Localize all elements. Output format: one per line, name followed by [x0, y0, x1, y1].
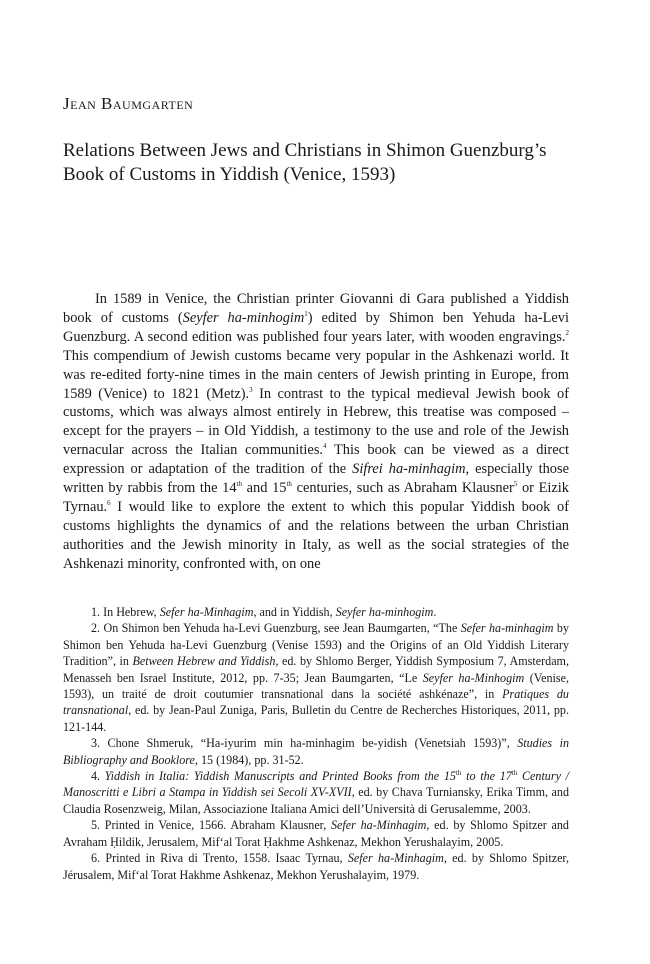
text-run: , ed. by Shlomo Berger, Yiddish Symposium 7, Amsterdam, Menasseh ben Israel Institute, 2012, pp. 7-35; Jean Baumgarten, “Le	[63, 654, 569, 685]
italic-text: Sifrei ha-minhagim	[352, 461, 466, 478]
italic-text: Seyfer ha-minhogim	[335, 605, 434, 619]
text-run: 4.	[91, 769, 105, 784]
text-run: This book can be viewed as a direct expression or adaptation of the tradition of the	[63, 442, 569, 478]
text-run: This compendium of Jewish customs became very popular in the Ashkenazi world. It was re-edited forty-nine times in the main centers of Jewish printing in Europe, from 1589 (Venice) to 1821 (Metz).	[63, 347, 569, 402]
footnote-ref-6[interactable]: 6	[107, 499, 111, 508]
text-run: centuries, such as Abraham Klausner	[291, 480, 514, 497]
body-text	[63, 290, 569, 574]
italic-text: Studies in Bibliography and Booklore	[63, 736, 569, 767]
text-run: .	[433, 605, 437, 619]
author-name: Jean Baumgarten	[63, 94, 194, 113]
text-run: In contrast to the typical medieval Jewish book of customs, which was always almost entirely in Hebrew, this treatise was composed – except for the prayers – in Old Yiddish, a testimony to the use and role of the Jewish vernacular across the Italian communities.	[63, 385, 569, 459]
italic-text: Seyfer ha-Minhogim	[422, 670, 525, 685]
text-run: In 1589 in Venice, the Christian printer Giovanni di Gara published a Yiddish book of customs (	[63, 291, 569, 326]
text-run: 1. In Hebrew,	[91, 605, 160, 619]
text-run: 2. On Shimon ben Yehuda ha-Levi Guenzburg, see Jean Baumgarten, “The	[91, 621, 461, 636]
italic-text: Sefer ha-Minhagim	[347, 851, 444, 866]
footnote-ref-5[interactable]: 5	[513, 480, 518, 489]
text-run: (Venise, 1593), un traité de droit coutumier transnational dans la société ashkénaze”, in	[63, 670, 570, 702]
italic-text: Sefer ha-Minhagim	[159, 605, 254, 619]
italic-text: to the 17	[461, 769, 512, 784]
footnote-ref-4[interactable]: 4	[323, 442, 327, 451]
text-run: , ed. by Shlomo Spitzer and Avraham Ḥildik, Jerusalem, Mif‘al Torat Ḥakhme Ashkenaz, Mekhon Yerushalayim, 2005.	[63, 818, 569, 849]
text-run: 5. Printed in Venice, 1566. Abraham Klausner,	[91, 818, 331, 833]
italic-text: Century / Manoscritti e Libri a Stampa in Yiddish sei Secoli XV-XVII	[63, 769, 569, 800]
italic-text: Yiddish in Italia: Yiddish Manuscripts and Printed Books from the 15	[104, 769, 456, 784]
footnote-3	[63, 735, 569, 768]
text-run: or Eizik Tyrnau.	[63, 480, 569, 515]
italic-text: Between Hebrew and Yiddish	[132, 654, 276, 669]
text-run: , ed. by Shlomo Spitzer, Jérusalem, Mif‘al Torat Hakhme Ashkenaz, Mekhon Yerushalayim, 1979.	[63, 851, 570, 882]
footnote-ref-3[interactable]: 3	[249, 385, 253, 394]
text-run: ) edited by Shimon ben Yehuda ha-Levi Guenzburg. A second edition was published four years later, with wooden engravings.	[63, 309, 569, 345]
ordinal-suffix: th	[286, 480, 292, 489]
body-paragraph	[63, 290, 569, 574]
text-run: 3. Chone Shmeruk, “Ha-iyurim min ha-minhagim be-yidish (Venetsiah 1593)”,	[91, 736, 518, 751]
text-run: , 15 (1984), pp. 31-52.	[194, 752, 304, 767]
article-title: Relations Between Jews and Christians in Shimon Guenzburg’s Book of Customs in Yiddish (Venice, 1593)	[63, 140, 547, 185]
text-run: and 15	[242, 480, 287, 497]
ordinal-suffix: th	[236, 480, 242, 489]
footnote-5	[63, 817, 569, 850]
ordinal-suffix: th	[455, 769, 462, 778]
text-run: by Shimon ben Yehuda ha-Levi Guenzburg (Venise 1593) and the Origins of an Old Yiddish Literary Tradition”, in	[63, 621, 569, 669]
italic-text: Sefer ha-Minhagim	[330, 818, 427, 833]
footnote-1	[63, 604, 569, 620]
italic-text: Pratiques du transnational	[63, 687, 569, 718]
italic-text: Sefer ha-minhagim	[460, 621, 554, 636]
footnote-4	[63, 768, 569, 817]
footnote-2	[63, 620, 569, 735]
footnotes	[63, 604, 569, 883]
footnote-6	[63, 850, 569, 883]
text-run: , ed. by Jean-Paul Zuniga, Paris, Bulletin du Centre de Recherches Historiques, 2011, pp. 121-144.	[63, 703, 569, 734]
footnote-ref-2[interactable]: 2	[565, 329, 569, 338]
text-run: , ed. by Chava Turniansky, Erika Timm, and Claudia Rosenzweig, Milan, Associazione Italiana Amici dell’Università di Gerusalemme, 2003.	[63, 785, 569, 816]
text-run: I would like to explore the extent to which this popular Yiddish book of customs highlights the dynamics of and the relations between the urban Christian authorities and the Jewish minority in Italy, as well as the social strategies of the Ashkenazi minority, confronted with, on one	[63, 498, 569, 572]
ordinal-suffix: th	[511, 769, 518, 778]
footnote-ref-1[interactable]: 1	[304, 310, 308, 319]
text-run: , especially those written by rabbis from the 14	[63, 461, 569, 497]
text-run: , and in Yiddish,	[253, 605, 336, 619]
text-run: 6. Printed in Riva di Trento, 1558. Isaac Tyrnau,	[91, 851, 348, 866]
italic-text: Seyfer ha-minhogim	[182, 309, 305, 326]
